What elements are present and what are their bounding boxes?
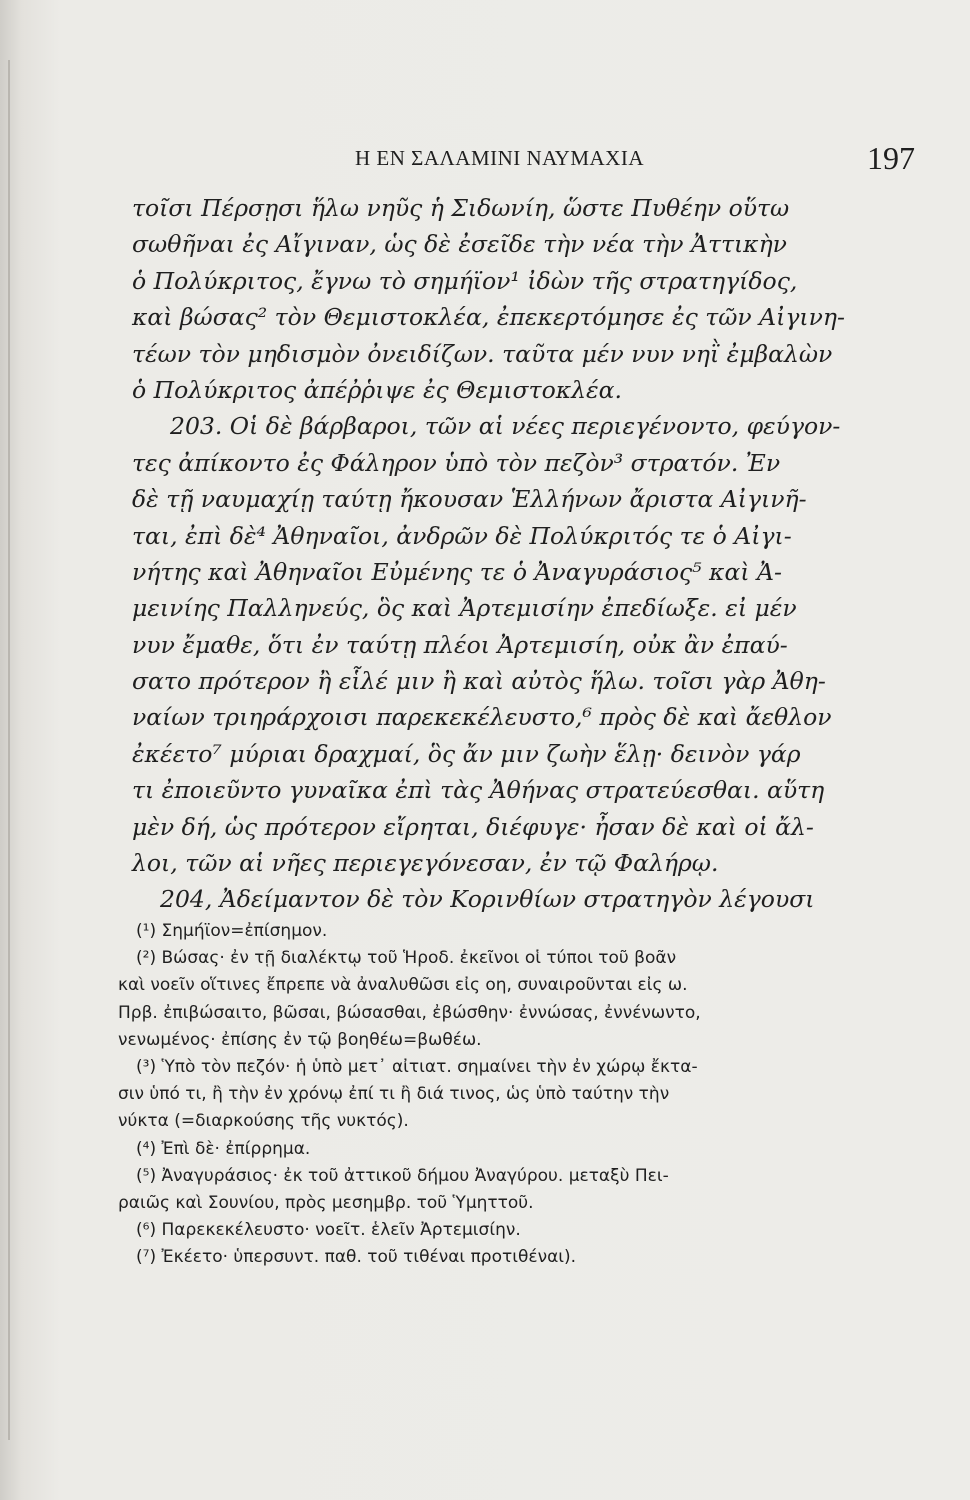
text-line: τοῖσι Πέρσῃσι ἥλω νηῦς ἡ Σιδωνίη, ὥστε Πυθέην οὕτω: [132, 194, 790, 222]
footnote-line: νύκτα (=διαρκούσης τῆς νυκτός).: [118, 1111, 409, 1132]
text-line: νήτης καὶ Ἀθηναῖοι Εὐμένης τε ὁ Ἀναγυράσιος⁵ καὶ Ἀ-: [132, 557, 782, 586]
main-text: [132, 190, 922, 918]
text-line: ται, ἐπὶ δὲ⁴ Ἀθηναῖοι, ἀνδρῶν δὲ Πολύκριτός τε ὁ Αἰγι-: [132, 521, 792, 550]
text-line: λοι, τῶν αἱ νῆες περιεγεγόνεσαν, ἐν τῷ Φαλήρῳ.: [132, 849, 719, 878]
text-line: τέων τὸν μηδισμὸν ὀνειδίζων. ταῦτα μέν νυν νηῒ ἐμβαλὼν: [132, 339, 833, 368]
footnote-line: (⁶) Παρεκεκέλευστο· νοεῖτ. ἑλεῖν Ἀρτεμισίην.: [136, 1220, 521, 1241]
text-line: ναίων τριηράρχοισι παρεκεκέλευστο,⁶ πρὸς δὲ καὶ ἄεθλον: [132, 703, 832, 732]
page-header: [140, 140, 915, 180]
running-title: Η ΕΝ ΣΑΛΑΜΙΝΙ ΝΑΥΜΑΧΙΑ: [355, 146, 644, 170]
footnote-line: (¹) Σημήϊον=ἐπίσημον.: [136, 921, 328, 941]
text-line: 204, Ἀδείμαντον δὲ τὸν Κορινθίων στρατηγὸν λέγουσι: [160, 885, 815, 914]
text-line: σωθῆναι ἐς Αἴγιναν, ὡς δὲ ἐσεῖδε τὴν νέα τὴν Ἀττικὴν: [132, 230, 787, 259]
page-number: 197: [867, 140, 915, 176]
text-line: σατο πρότερον ἢ εἷλέ μιν ἢ καὶ αὐτὸς ἥλω. τοῖσι γὰρ Ἀθη-: [132, 667, 826, 696]
text-line: δὲ τῇ ναυμαχίῃ ταύτῃ ἤκουσαν Ἑλλήνων ἄριστα Αἰγινῆ-: [132, 485, 807, 514]
text-line: ὁ Πολύκριτος ἀπέῤῥιψε ἐς Θεμιστοκλέα.: [132, 375, 622, 404]
text-line: ἐκέετο⁷ μύριαι δραχμαί, ὃς ἄν μιν ζωὴν ἕλῃ· δεινὸν γάρ: [132, 739, 801, 768]
text-line: τες ἀπίκοντο ἐς Φάληρον ὑπὸ τὸν πεζὸν³ στρατόν. Ἐν: [132, 448, 781, 477]
footnote-line: (²) Βώσας· ἐν τῇ διαλέκτῳ τοῦ Ἡροδ. ἐκεῖνοι οἱ τύποι τοῦ βοᾶν: [136, 948, 677, 969]
footnote-line: (⁵) Ἀναγυράσιος· ἐκ τοῦ ἀττικοῦ δήμου Ἀναγύρου. μεταξὺ Πει-: [136, 1165, 669, 1186]
text-line: μεινίης Παλληνεύς, ὃς καὶ Ἀρτεμισίην ἐπεδίωξε. εἰ μέν: [132, 594, 797, 623]
text-line: νυν ἔμαθε, ὅτι ἐν ταύτῃ πλέοι Ἀρτεμισίη, οὐκ ἂν ἐπαύ-: [132, 630, 788, 659]
text-line: μὲν δή, ὡς πρότερον εἴρηται, διέφυγε· ἦσαν δὲ καὶ οἱ ἄλ-: [132, 812, 814, 841]
text-line: καὶ βώσας² τὸν Θεμιστοκλέα, ἐπεκερτόμησε ἐς τῶν Αἰγινη-: [132, 303, 845, 332]
text-line: 203. Οἱ δὲ βάρβαροι, τῶν αἱ νέες περιεγένοντο, φεύγον-: [170, 412, 841, 441]
footnote-line: (³) Ὑπὸ τὸν πεζόν· ἡ ὑπὸ μετ᾽ αἰτιατ. σημαίνει τὴν ἐν χώρῳ ἔκτα-: [136, 1056, 698, 1077]
footnote-line: σιν ὑπό τι, ἢ τὴν ἐν χρόνῳ ἐπί τι ἢ διά τινος, ὡς ὑπὸ ταύτην τὴν: [118, 1084, 670, 1105]
text-line: ὁ Πολύκριτος, ἔγνω τὸ σημήϊον¹ ἰδὼν τῆς στρατηγίδος,: [132, 266, 798, 295]
footnote-line: καὶ νοεῖν οἵτινες ἔπρεπε νὰ ἀναλυθῶσι εἰς οη, συναιροῦνται εἰς ω.: [118, 975, 688, 996]
footnote-line: Πρβ. ἐπιβώσαιτο, βῶσαι, βώσασθαι, ἐβώσθην· ἐννώσας, ἐννένωντο,: [118, 1002, 701, 1023]
text-line: τι ἐποιεῦντο γυναῖκα ἐπὶ τὰς Ἀθήνας στρατεύεσθαι. αὕτη: [132, 776, 825, 805]
footnotes: [118, 918, 923, 1271]
footnote-line: (⁴) Ἐπὶ δὲ· ἐπίρρημα.: [136, 1138, 311, 1159]
footnote-line: νενωμένος· ἐπίσης ἐν τῷ βοηθέω=βωθέω.: [118, 1029, 482, 1050]
footnote-line: (⁷) Ἐκέετο· ὑπερσυντ. παθ. τοῦ τιθέναι προτιθέναι).: [136, 1247, 577, 1268]
footnote-line: ραιῶς καὶ Σουνίου, πρὸς μεσημβρ. τοῦ Ὑμηττοῦ.: [118, 1192, 534, 1213]
page-spine-edge: [8, 60, 10, 1440]
